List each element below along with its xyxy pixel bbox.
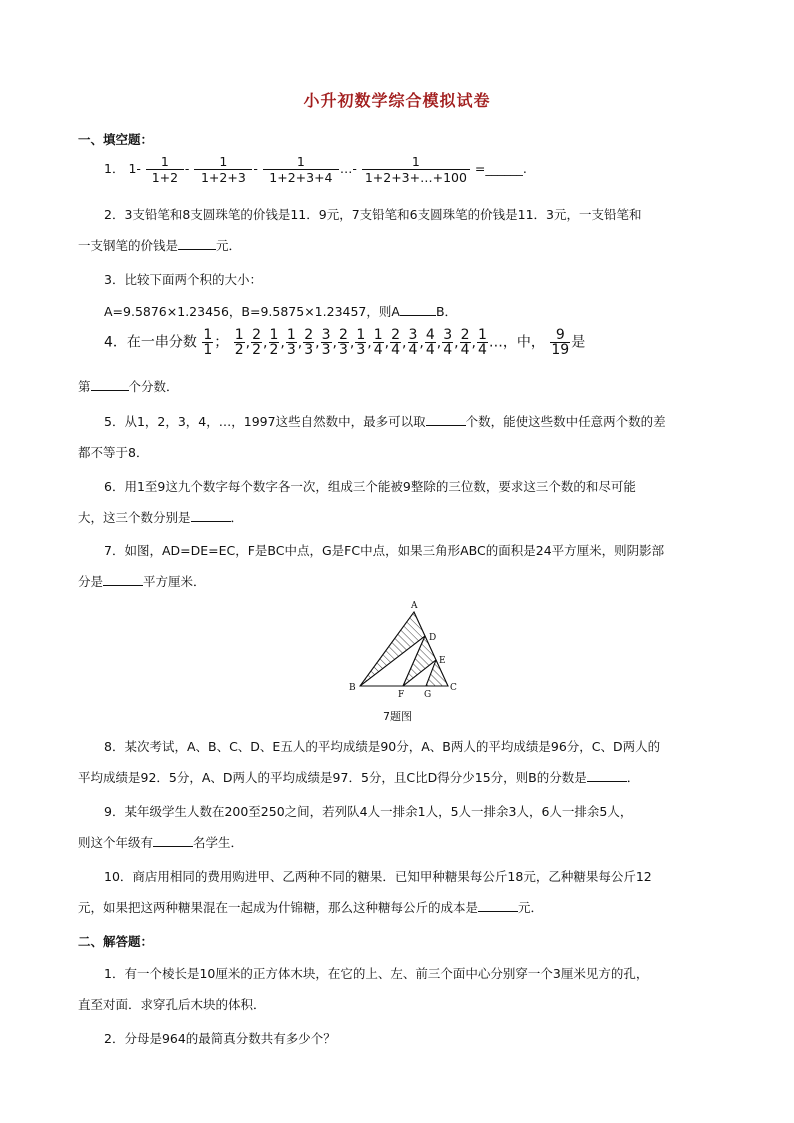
frac-num: 1	[269, 327, 279, 343]
q4-text: 是	[571, 334, 586, 351]
question-4-line-2	[78, 377, 179, 395]
frac-den: 2	[234, 342, 244, 358]
q1-equals: =	[474, 161, 486, 176]
q1-frac-den: 1+2+3	[194, 169, 252, 185]
frac-den: 4	[425, 342, 435, 358]
frac-num: 2	[460, 327, 470, 343]
label-f: F	[398, 690, 405, 700]
q4-first-fraction	[202, 328, 213, 357]
q4-comma: ,	[297, 334, 303, 351]
q1-frac-den: 1+2+3+4	[263, 169, 339, 185]
frac-num: 2	[391, 327, 401, 343]
q1-minus: -	[184, 161, 190, 176]
q4-text: 个分数．	[128, 379, 179, 394]
q4-comma: ,	[402, 334, 407, 351]
q4-comma: ,	[332, 334, 337, 351]
q1-minus: -	[136, 161, 141, 176]
q6-text: ．	[230, 510, 244, 525]
answer-blank	[178, 237, 216, 250]
frac-den: 19	[551, 342, 570, 358]
frac-den: 4	[408, 342, 418, 358]
q4-comma: ,	[436, 334, 442, 351]
question-8-line-2	[78, 768, 639, 786]
q4-series-fraction	[338, 328, 349, 357]
q4-series-fraction	[442, 328, 453, 357]
q1-ellipsis: …-	[339, 161, 357, 176]
q1-fraction	[194, 154, 252, 185]
frac-den: 2	[269, 342, 279, 358]
question-7-line-2	[78, 572, 206, 590]
label-a: A	[411, 601, 418, 611]
q10-text: 元．	[518, 900, 544, 915]
label-c: C	[450, 683, 457, 693]
frac-den: 4	[391, 342, 401, 358]
q4-comma: ,	[315, 334, 320, 351]
q3-text: A=9.5876×1.23456，B=9.5875×1.23457，则A	[104, 304, 400, 319]
q4-comma: ,	[367, 334, 372, 351]
label-e: E	[439, 656, 446, 666]
answer-blank	[191, 509, 231, 522]
q4-series-fraction	[355, 328, 366, 357]
q10-text: 元，如果把这两种糖果混在一起成为什锦糖，那么这种糖每公斤的成本是	[78, 900, 479, 915]
frac-den: 1	[203, 342, 213, 358]
q4-fraction-series	[233, 327, 489, 358]
frac-num: 1	[373, 327, 383, 343]
q1-fraction	[263, 154, 339, 185]
q4-text: 4．在一串分数	[104, 334, 197, 351]
frac-den: 3	[339, 342, 348, 358]
question-1	[104, 154, 527, 185]
q9-text: 则这个年级有	[78, 835, 154, 850]
q1-answer-blank: ______.	[485, 161, 527, 176]
q4-series-fraction	[390, 328, 401, 357]
figure-caption: 7题图	[383, 710, 412, 723]
q8-text: ．	[626, 770, 640, 785]
q4-series-fraction	[321, 328, 332, 357]
frac-num: 1	[478, 327, 487, 343]
q4-series-fraction	[425, 328, 436, 357]
answer-blank	[153, 834, 193, 847]
label-d: D	[429, 633, 437, 643]
q1-frac-num: 1	[411, 154, 420, 169]
q4-series-fraction	[251, 328, 262, 357]
q4-comma: ,	[384, 334, 390, 351]
question-7-line-1: 7．如图，AD=DE=EC，F是BC中点，G是FC中点，如果三角形ABC的面积是24平方厘米，则阴影部	[104, 543, 665, 558]
q4-series-fraction	[477, 328, 488, 357]
q4-text: 第	[78, 379, 91, 394]
q4-text: …，中，	[488, 334, 545, 351]
section-answer-heading: 二、解答题：	[78, 934, 154, 949]
q1-frac-num: 1	[296, 154, 305, 169]
q1-fraction	[362, 154, 470, 185]
frac-num: 3	[443, 327, 453, 343]
question-5-line-2: 都不等于8．	[78, 445, 149, 460]
q1-frac-num: 1	[219, 154, 228, 169]
q6-text: 大，这三个数分别是	[78, 510, 191, 525]
question-3-line-2	[104, 302, 457, 320]
q5-text: 个数，能使这些数中任意两个数的差	[465, 414, 666, 429]
question-10-line-1: 10．商店用相同的费用购进甲、乙两种不同的糖果．已知甲种糖果每公斤18元，乙种糖果每公斤12	[104, 869, 652, 884]
answer-blank	[478, 899, 518, 912]
q7-text: 分是	[78, 574, 104, 589]
q1-frac-num: 1	[160, 154, 169, 169]
q4-comma: ,	[263, 334, 268, 351]
frac-num: 4	[425, 327, 435, 343]
frac-den: 4	[478, 342, 487, 358]
question-10-line-2	[78, 898, 543, 916]
label-g: G	[424, 690, 432, 700]
answer-blank	[400, 303, 436, 316]
problem-1-line-2: 直至对面．求穿孔后木块的体积．	[78, 997, 266, 1012]
q4-series-fraction	[303, 328, 314, 357]
frac-den: 3	[286, 342, 296, 358]
q9-text: 名学生．	[193, 835, 244, 850]
q4-series-fraction	[460, 328, 471, 357]
q4-series-fraction	[269, 328, 280, 357]
question-2-line-1: 2．3支铅笔和8支圆珠笔的价钱是11．9元，7支铅笔和6支圆珠笔的价钱是11．3元，一支铅笔和	[104, 207, 642, 222]
question-9-line-2	[78, 833, 243, 851]
frac-num: 3	[321, 327, 331, 343]
frac-num: 2	[304, 327, 314, 343]
question-3-line-1: 3．比较下面两个积的大小：	[104, 272, 262, 287]
page-title: 小升初数学综合模拟试卷	[303, 91, 491, 110]
frac-num: 2	[252, 327, 262, 343]
answer-blank	[91, 378, 129, 391]
problem-2-line-1: 2．分母是964的最简真分数共有多少个？	[104, 1031, 336, 1046]
q2-text: 一支钢笔的价钱是	[78, 238, 179, 253]
q1-fraction	[146, 154, 184, 185]
q4-series-fraction	[234, 328, 245, 357]
q4-series-fraction	[373, 328, 384, 357]
frac-num: 1	[234, 327, 244, 343]
question-6-line-1: 6．用1至9这九个数字每个数字各一次，组成三个能被9整除的三位数，要求这三个数的和尽可能	[104, 479, 636, 494]
answer-blank	[426, 413, 466, 426]
triangle-figure	[340, 598, 460, 710]
question-4-line-1	[104, 328, 585, 357]
frac-num: 1	[203, 327, 213, 343]
q4-comma: ,	[471, 334, 476, 351]
q1-number: 1．	[104, 161, 125, 176]
frac-num: 1	[286, 327, 296, 343]
q4-comma: ,	[245, 334, 251, 351]
frac-num: 3	[408, 327, 418, 343]
problem-1-line-1: 1．有一个棱长是10厘米的正方体木块，在它的上、左、前三个面中心分别穿一个3厘米见方的孔，	[104, 966, 649, 981]
answer-blank	[103, 573, 143, 586]
question-2-line-2	[78, 236, 241, 254]
frac-num: 1	[356, 327, 366, 343]
frac-num: 2	[339, 327, 348, 343]
frac-den: 3	[304, 342, 314, 358]
question-6-line-2	[78, 508, 243, 526]
q1-one: 1	[128, 161, 137, 176]
frac-den: 4	[460, 342, 470, 358]
q4-series-fraction	[286, 328, 297, 357]
q7-text: 平方厘米．	[143, 574, 206, 589]
q4-separator: ；	[214, 334, 229, 351]
q8-text: 平均成绩是92．5分，A、D两人的平均成绩是97．5分，且C比D得分少15分，则B的分数是	[78, 770, 587, 785]
q1-frac-den: 1+2	[146, 169, 184, 185]
frac-den: 3	[356, 342, 366, 358]
frac-den: 2	[252, 342, 262, 358]
q2-text: 元．	[216, 238, 242, 253]
q4-target-fraction	[550, 328, 570, 357]
q1-frac-den: 1+2+3+…+100	[362, 169, 470, 185]
q4-comma: ,	[349, 334, 355, 351]
q4-comma: ,	[454, 334, 459, 351]
q5-text: 5．从1，2，3，4，…，1997这些自然数中，最多可以取	[104, 414, 426, 429]
label-b: B	[349, 683, 356, 693]
frac-num: 9	[555, 327, 565, 343]
q4-comma: ,	[280, 334, 285, 351]
question-9-line-1: 9．某年级学生人数在200至250之间，若列队4人一排余1人，5人一排余3人，6人一排余5人，	[104, 804, 633, 819]
frac-den: 3	[321, 342, 331, 358]
q3-text: B．	[435, 304, 458, 319]
question-8-line-1: 8．某次考试，A、B、C、D、E五人的平均成绩是90分，A、B两人的平均成绩是96分，C、D两人的	[104, 739, 661, 754]
section-fill-in-heading: 一、填空题：	[78, 132, 154, 147]
q4-series-fraction	[408, 328, 419, 357]
frac-den: 4	[443, 342, 453, 358]
q1-minus: -	[253, 161, 258, 176]
answer-blank	[587, 769, 627, 782]
question-5-line-1	[104, 412, 666, 430]
frac-den: 4	[373, 342, 383, 358]
q4-comma: ,	[419, 334, 424, 351]
